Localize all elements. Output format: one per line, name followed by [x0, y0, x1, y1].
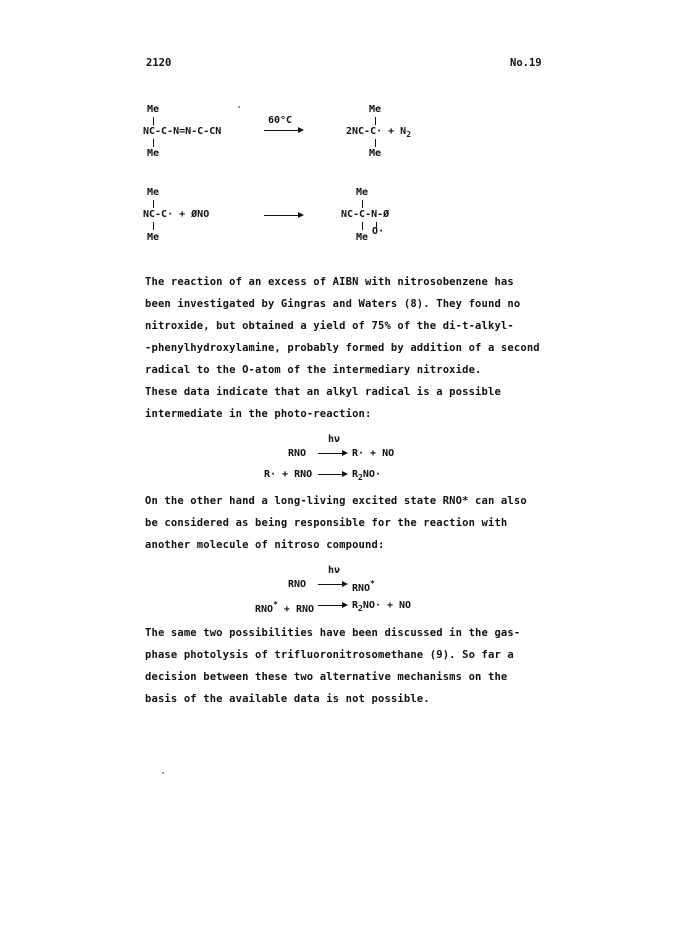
hv-label: hν	[328, 434, 341, 445]
hv-label: hν	[328, 565, 341, 576]
reactants: RNO* + RNO	[255, 600, 315, 615]
product-radicals: $2NC-C\cdot + N_2$	[346, 126, 412, 139]
bond-line	[362, 200, 363, 208]
methyl-bottom: Me	[356, 232, 369, 243]
methyl-top: Me	[147, 104, 160, 115]
paragraph-2: On the other hand a long-living excited state RNO* can also be considered as being responsible for the reaction with another molecule of nitroso compound:	[145, 495, 527, 551]
scan-speck	[238, 106, 240, 108]
reaction-arrow	[264, 215, 302, 216]
reaction-arrow	[318, 474, 346, 475]
excited-state: RNO*	[352, 579, 375, 594]
reaction-arrow	[318, 584, 346, 585]
radical-plus-nitrosobenzene: NC-C· + ØNO	[143, 209, 210, 220]
bond-line	[153, 117, 154, 125]
bond-line	[375, 117, 376, 125]
bond-line	[153, 200, 154, 208]
products: $R_2NO\cdot$ + NO	[352, 600, 412, 613]
reaction-arrow	[264, 130, 302, 131]
reactants: R· + RNO	[264, 469, 313, 480]
methyl-top: Me	[356, 187, 369, 198]
reactant: RNO	[288, 448, 307, 459]
methyl-bottom: Me	[147, 232, 160, 243]
journal-issue: No.19	[510, 57, 542, 69]
nitroxide-product: NC-C-N-Ø	[341, 209, 390, 220]
azo-compound: NC-C-N=N-C-CN	[143, 126, 222, 137]
bond-line	[362, 222, 363, 230]
methyl-top: Me	[369, 104, 382, 115]
paragraph-3: The same two possibilities have been discussed in the gas- phase photolysis of trifluoronitrosomethane (9). So far a decision between these two alternative mechanisms on the basis of the available data is not possible.	[145, 627, 521, 705]
methyl-bottom: Me	[147, 148, 160, 159]
oxygen-radical: O·	[372, 226, 385, 237]
bond-line	[375, 139, 376, 147]
methyl-top: Me	[147, 187, 160, 198]
products: R· + NO	[352, 448, 395, 459]
paragraph-1: The reaction of an excess of AIBN with nitrosobenzene has been investigated by Gingras and Waters (8). They found no nitroxide, but obtained a yield of 75% of the di-t-alkyl- -phenylhydroxylamine, probably formed by addition of a second radical to the O-atom of the intermediary nitroxide. These data indicate that an alkyl radical is a possible intermediate in the photo-reaction:	[145, 276, 540, 420]
bond-line	[153, 222, 154, 230]
scan-speck	[162, 772, 164, 774]
methyl-bottom: Me	[369, 148, 382, 159]
condition-temperature: 60°C	[268, 115, 293, 126]
reaction-arrow	[318, 453, 346, 454]
reaction-arrow	[318, 605, 346, 606]
products: $R_2NO\cdot$	[352, 469, 381, 482]
bond-line	[153, 139, 154, 147]
page-number: 2120	[146, 57, 172, 69]
reactant: RNO	[288, 579, 307, 590]
